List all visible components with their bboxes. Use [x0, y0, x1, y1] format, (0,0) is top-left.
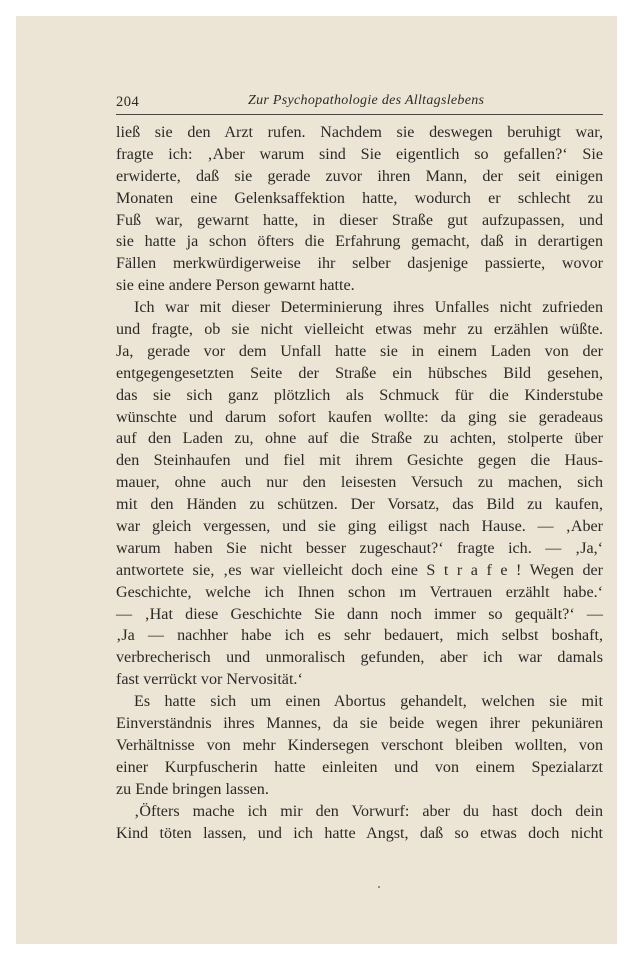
- paper-speck: [378, 886, 380, 888]
- running-title: Zur Psychopathologie des Alltagslebens: [248, 93, 485, 108]
- page-header: [116, 92, 603, 115]
- text-line: Es hatte sich um einen Abortus gehandelt, welchen sie mit: [134, 693, 603, 711]
- text-line: einer Kurpfuscherin hatte einleiten und von einem Spezialarzt: [116, 758, 603, 776]
- text-line: Fällen merkwürdigerweise ihr selber dasjenige passierte, wovor: [116, 255, 603, 273]
- text-line: fragte ich: ‚Aber warum sind Sie eigentlich so gefallen?‘ Sie: [116, 145, 603, 163]
- text-line: fast verrückt vor Nervosität.‘: [116, 671, 303, 689]
- paragraph: [116, 297, 603, 691]
- text-line: auf den Laden zu, ohne auf die Straße zu achten, stolperte über: [116, 430, 603, 448]
- paragraph: [116, 122, 603, 297]
- text-line: ‚Ja — nachher habe ich es sehr bedauert, mich selbst boshaft,: [116, 627, 603, 645]
- text-line: erwiderte, daß sie gerade zuvor ihren Mann, der seit einigen: [116, 167, 603, 185]
- text-line: war gleich vergessen, und sie ging eiligst nach Hause. — ‚Aber: [116, 518, 603, 536]
- text-line: Ich war mit dieser Determinierung ihres Unfalles nicht zufrieden: [134, 299, 603, 317]
- text-line: Fuß war, gewarnt hatte, in dieser Straße gut aufzupassen, und: [116, 211, 603, 229]
- text-line: Kind töten lassen, und ich hatte Angst, daß so etwas doch nicht: [116, 824, 603, 842]
- text-line: das sie sich ganz plötzlich als Schmuck für die Kinderstube: [116, 386, 603, 404]
- paragraph: [116, 801, 603, 845]
- text-line: Verhältnisse von mehr Kindersegen verschont bleiben wollten, von: [116, 736, 603, 754]
- page-number: 204: [116, 94, 140, 110]
- text-line: antwortete sie, ‚es war vielleicht doch eine S t r a f e ! Wegen der: [116, 561, 603, 579]
- text-line: Ja, gerade vor dem Unfall hatte sie in einem Laden von der: [116, 342, 603, 360]
- text-line: — ‚Hat diese Geschichte Sie dann noch immer so gequält?‘ —: [116, 605, 603, 623]
- text-line: Geschichte, welche ich Ihnen schon ım Vertrauen erzählt habe.‘: [116, 583, 603, 601]
- text-line: mauer, ohne auch nur den leisesten Versuch zu machen, sich: [116, 474, 603, 492]
- text-line: mit den Händen zu schützen. Der Vorsatz, das Bild zu kaufen,: [116, 496, 603, 514]
- text-line: entgegengesetzten Seite der Straße ein hübsches Bild gesehen,: [116, 364, 603, 382]
- text-line: warum haben Sie nicht besser zugeschaut?‘ fragte ich. — ‚Ja,‘: [116, 539, 603, 557]
- text-line: und fragte, ob sie nicht vielleicht etwas mehr zu erzählen wüßte.: [116, 321, 603, 339]
- text-line: ließ sie den Arzt rufen. Nachdem sie deswegen beruhigt war,: [116, 124, 603, 141]
- text-line: sie hatte ja schon öfters die Erfahrung gemacht, daß in derartigen: [116, 233, 603, 251]
- text-line: Einverständnis ihres Mannes, da sie beide wegen ihrer pekuniären: [116, 715, 603, 733]
- book-page: [16, 16, 617, 944]
- text-line: verbrecherisch und unmoralisch gefunden, aber ich war damals: [116, 649, 603, 667]
- body-text: [116, 122, 603, 844]
- paragraph: [116, 691, 603, 800]
- text-line: ‚Öfters mache ich mir den Vorwurf: aber du hast doch dein: [134, 802, 603, 820]
- text-line: den Steinhaufen und fiel mit ihrem Gesichte gegen die Haus-: [116, 452, 603, 470]
- text-line: sie eine andere Person gewarnt hatte.: [116, 277, 355, 295]
- text-line: zu Ende bringen lassen.: [116, 780, 269, 798]
- text-line: wünschte und darum sofort kaufen wollte: da ging sie geradeaus: [116, 408, 603, 426]
- text-line: Monaten eine Gelenksaffektion hatte, wodurch er schlecht zu: [116, 189, 603, 207]
